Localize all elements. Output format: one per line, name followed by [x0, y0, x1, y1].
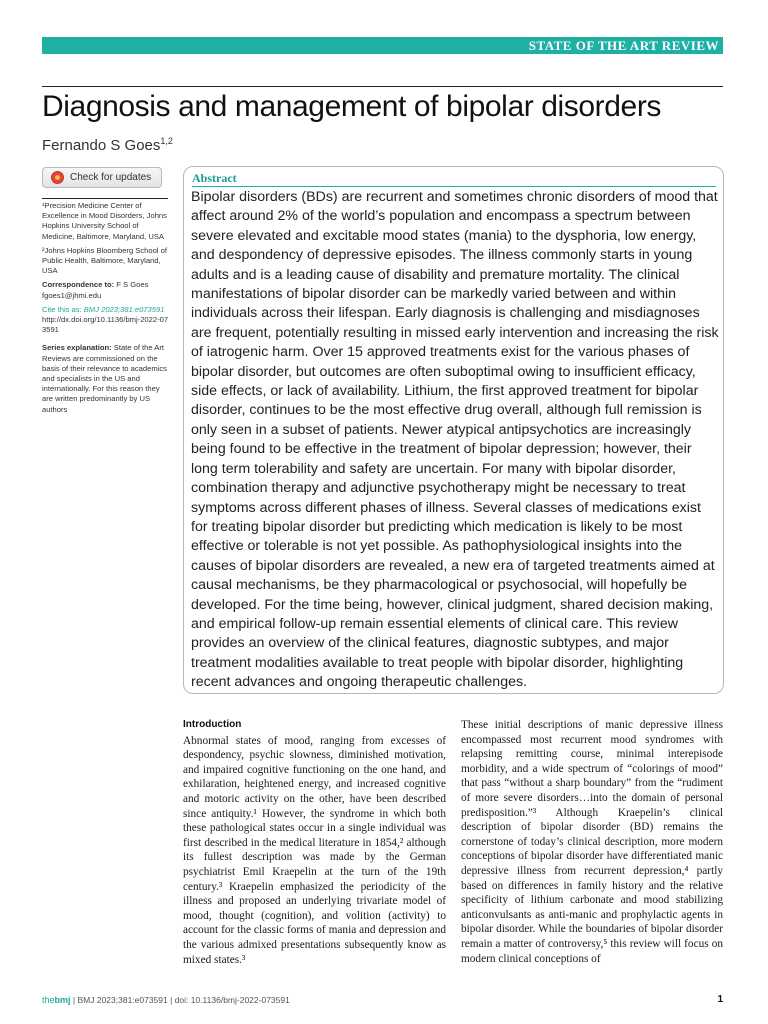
- abstract-text: Bipolar disorders (BDs) are recurrent and sometimes chronic disorders of mood that affect around 2% of the world’s population and encompass a spectrum between severe elevated and excitable mood states (mania) to the dysphoria, low energy, and despondency of depressive episodes. The illness commonly starts in young adults and is a leading cause of disability and premature mortality. The clinical manifestations of bipolar disorder can be markedly varied between and within individuals across their lifespan. Early diagnosis is challenging and misdiagnoses are frequent, potentially resulting in missed early intervention and increasing the risk of iatrogenic harm. Over 15 approved treatments exist for the various phases of bipolar disorder, but outcomes are often suboptimal owing to insufficient efficacy, side effects, or lack of availability. Lithium, the first approved treatment for bipolar disorder, continues to be the most effective drug overall, although full remission is only seen in a subset of patients. Newer atypical antipsychotics are increasingly being found to be effective in the treatment of bipolar depression; however, their long term tolerability and safety are uncertain. For many with bipolar disorder, combination therapy and adjunctive psychotherapy might be necessary to treat symptoms across different phases of illness. Several classes of medications exist for treating bipolar disorder but predicting which medication is likely to be most effective or tolerable is not yet possible. As pathophysiological insights into the causes of bipolar disorders are revealed, a new era of targeted treatments aimed at causal mechanisms, be they pharmacological or psychosocial, will hopefully be developed. For the time being, however, clinical judgment, shared decision making, and empirical follow-up remain essential elements of clinical care. This review provides an overview of the clinical features, diagnostic subtypes, and major treatment modalities available to treat people with bipolar disorder, highlighting recent advances and ongoing therapeutic challenges.: [191, 189, 719, 691]
- cite-as: [42, 305, 170, 315]
- introduction-heading: Introduction: [183, 719, 242, 730]
- correspondence-email[interactable]: fgoes1@jhmi.edu: [42, 290, 102, 300]
- sidebar-rule: [42, 198, 168, 199]
- body-column-2: [461, 718, 723, 966]
- bmj-logo-bmj: bmj: [54, 995, 71, 1005]
- affiliation-2: ²Johns Hopkins Bloomberg School of Public Health, Baltimore, Maryland, USA: [42, 245, 167, 276]
- series-label: Series explanation:: [42, 343, 112, 353]
- author-affiliation-marks: 1,2: [160, 136, 173, 146]
- page-number: 1: [717, 994, 723, 1005]
- article-title: Diagnosis and management of bipolar disorders: [42, 90, 662, 123]
- doi-link[interactable]: http://dx.doi.org/10.1136/bmj-2022-073591: [42, 315, 169, 335]
- bmj-logo-the: the: [42, 995, 55, 1005]
- footer-citation: | BMJ 2023;381:e073591 | doi: 10.1136/bmj-2022-073591: [72, 995, 290, 1005]
- correspondence-label: Correspondence to:: [42, 280, 115, 290]
- author-line: [42, 136, 173, 154]
- cite-text: BMJ 2023;381:e073591: [83, 304, 165, 314]
- check-for-updates-label: Check for updates: [70, 172, 152, 183]
- abstract-heading: Abstract: [192, 171, 237, 185]
- page-footer: [42, 995, 290, 1005]
- correspondence: [42, 280, 170, 290]
- section-banner: STATE OF THE ART REVIEW: [42, 37, 723, 54]
- body-column-1: [183, 718, 446, 967]
- crossmark-icon: [51, 171, 64, 184]
- affiliations: [42, 201, 170, 415]
- body-column-1-text: Abnormal states of mood, ranging from excesses of despondency, psychic slowness, diminished motivation, and impaired cognitive functioning on the one hand, and exhilaration, heightened energy, and increased cognitive and motoric activity on the other, have been described since antiquity.¹ However, the syndrome in which both these pathological states occur in a single individual was first described in the medical literature in 1854,² although its fullest description was made by the German psychiatrist Emil Kraepelin at the turn of the 19th century.³ Kraepelin emphasized the periodicity of the illness and proposed an underlying trivariate model of mood, thought (cognition), and volition (activity) to account for the classic forms of mania and depression and the various admixed presentations subsequently know as mixed states.³: [183, 734, 446, 966]
- body-column-2-text: These initial descriptions of manic depressive illness encompassed most recurrent mood syndromes with relapsing remitting course, minimal interepisode morbidity, and a wide spectrum of “colorings of mood” that pass “without a sharp boundary” from the “rudiment of more severe disorders…into the domain of personal predisposition.”³ Although Kraepelin’s clinical description of bipolar disorder (BD) remains the cornerstone of today’s clinical description, more modern conceptions of bipolar disorder have differentiated manic depressive illness from recurrent depression,⁴ partly based on differences in family history and the relative specificity of lithium carbonate and mood stabilizing anticonvulsants as anti-manic and prophylactic agents in bipolar disorder. While the boundaries of bipolar disorder remain a matter of controversy,⁵ this review will focus on modern clinical conceptions of: [461, 719, 723, 965]
- series-text: State of the Art Reviews are commissioned on the basis of their relevance to academics and specialists in the US and internationally. For this reason they are written predominantly by US authors: [42, 343, 167, 414]
- check-for-updates-button[interactable]: [42, 167, 162, 188]
- correspondence-name: F S Goes: [116, 280, 149, 290]
- title-rule: [42, 86, 723, 87]
- bmj-logo: [42, 995, 71, 1005]
- series-explanation: [42, 343, 170, 414]
- affiliation-1: ¹Precision Medicine Center of Excellence in Mood Disorders, Johns Hopkins University School of Medicine, Baltimore, Maryland, USA: [42, 201, 167, 241]
- abstract-rule: [192, 186, 716, 187]
- author-name: Fernando S Goes: [42, 137, 161, 154]
- cite-label: Cite this as:: [42, 304, 82, 314]
